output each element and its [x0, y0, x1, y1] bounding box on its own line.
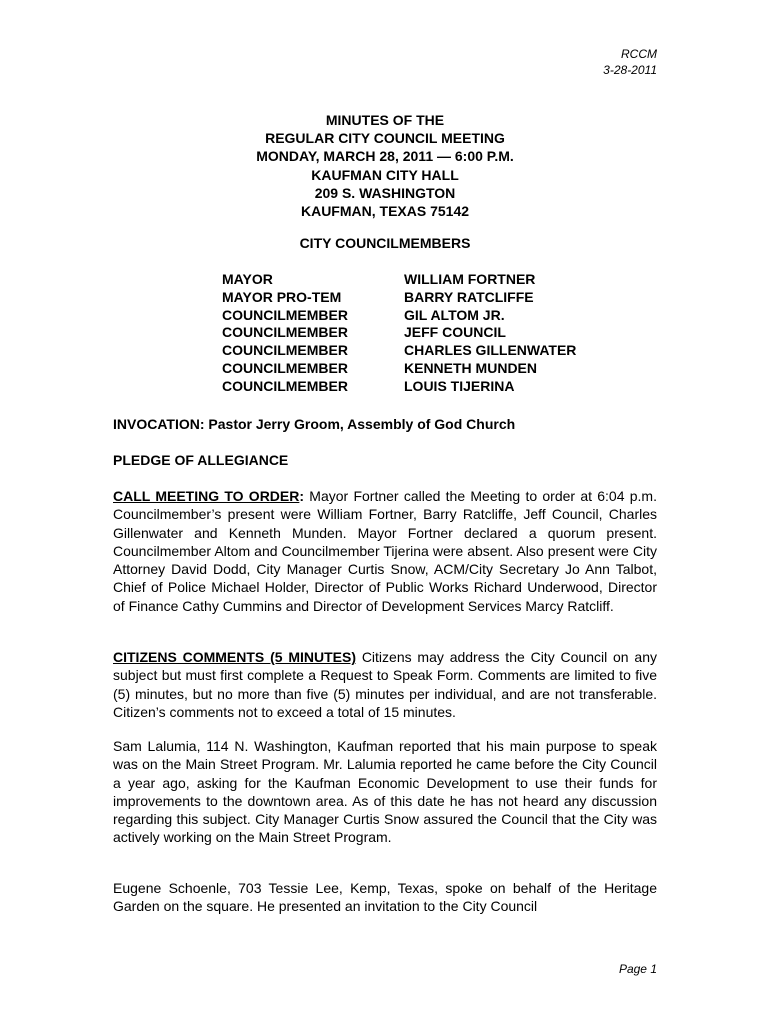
member-role: COUNCILMEMBER [222, 324, 348, 341]
call-to-order-heading: CALL MEETING TO ORDER [113, 488, 300, 504]
members-heading: CITY COUNCILMEMBERS [299, 235, 471, 251]
member-name: LOUIS TIJERINA [404, 377, 515, 394]
call-to-order-text: Mayor Fortner called the Meeting to order at 6:04 p.m. Councilmember’s present were William Fortner, Barry Ratcliffe, Jeff Council, Charles Gillenwater and Kenneth Munden. Mayor Fortner declared a quorum present. Councilmember Altom and Councilmember Tijerina were absent. Also present were City Attorney David Dodd, City Manager Curtis Snow, ACM/City Secretary Jo Ann Talbot, Chief of Police Michael Holder, Director of Public Works Richard Underwood, Director of Finance Cathy Cummins and Director of Development Services Marcy Ratcliff. [113, 488, 657, 614]
citizens-comments-paragraph [113, 648, 657, 721]
member-role: COUNCILMEMBER [222, 359, 348, 376]
member-role: COUNCILMEMBER [222, 342, 348, 359]
title-line: 209 S. WASHINGTON [314, 184, 456, 201]
header-ref-code: RCCM [621, 47, 657, 61]
member-role: MAYOR [222, 271, 273, 287]
roster-row [222, 378, 576, 396]
title-line: KAUFMAN, TEXAS 75142 [300, 203, 470, 220]
citizens-comments-heading: CITIZENS COMMENTS (5 MINUTES) [113, 649, 356, 665]
schoenle-paragraph: Eugene Schoenle, 703 Tessie Lee, Kemp, Texas, spoke on behalf of the Heritage Garden on the square. He presented an invitation to the City Council [113, 880, 657, 915]
member-role: COUNCILMEMBER [222, 377, 348, 394]
invocation-line: INVOCATION: Pastor Jerry Groom, Assembly of God Church [113, 416, 516, 432]
member-name: GIL ALTOM JR. [404, 306, 505, 323]
title-line: KAUFMAN CITY HALL [311, 166, 459, 183]
pledge-line: PLEDGE OF ALLEGIANCE [113, 452, 289, 468]
roster-row [222, 342, 576, 360]
member-name: BARRY RATCLIFFE [404, 288, 534, 305]
roster-row [222, 271, 576, 289]
roster-row [222, 324, 576, 342]
members-roster [222, 271, 576, 396]
title-line: MINUTES OF THE [325, 112, 445, 128]
member-name: WILLIAM FORTNER [404, 271, 536, 287]
member-name: CHARLES GILLENWATER [404, 342, 577, 359]
document-title [0, 111, 770, 220]
title-line: MONDAY, MARCH 28, 2011 — 6:00 P.M. [256, 148, 514, 165]
member-role: COUNCILMEMBER [222, 306, 348, 323]
title-line: REGULAR CITY COUNCIL MEETING [265, 130, 505, 147]
page-number: Page 1 [618, 962, 657, 976]
call-to-order-colon: : [299, 488, 305, 504]
member-name: JEFF COUNCIL [404, 324, 506, 341]
member-name: KENNETH MUNDEN [404, 359, 537, 376]
member-role: MAYOR PRO-TEM [222, 288, 342, 305]
citizens-comments-text: Citizens may address the City Council on any subject but must first complete a Request to Speak Form. Comments are limited to five (5) minutes, but no more than five (5) minutes per individual, and are not transferable. Citizen’s comments not to exceed a total of 15 minutes. [113, 649, 657, 720]
lalumia-paragraph: Sam Lalumia, 114 N. Washington, Kaufman reported that his main purpose to speak was on the Main Street Program. Mr. Lalumia reported he came before the City Council a year ago, asking for the Kaufman Economic Development to use their funds for improvements to the downtown area. As of this date he has not heard any discussion regarding this subject. City Manager Curtis Snow assured the Council that the City was actively working on the Main Street Program. [113, 738, 657, 846]
roster-row [222, 360, 576, 378]
roster-row [222, 307, 576, 325]
call-to-order-paragraph [113, 487, 657, 615]
header-ref-date: 3-28-2011 [603, 63, 657, 77]
roster-row [222, 289, 576, 307]
